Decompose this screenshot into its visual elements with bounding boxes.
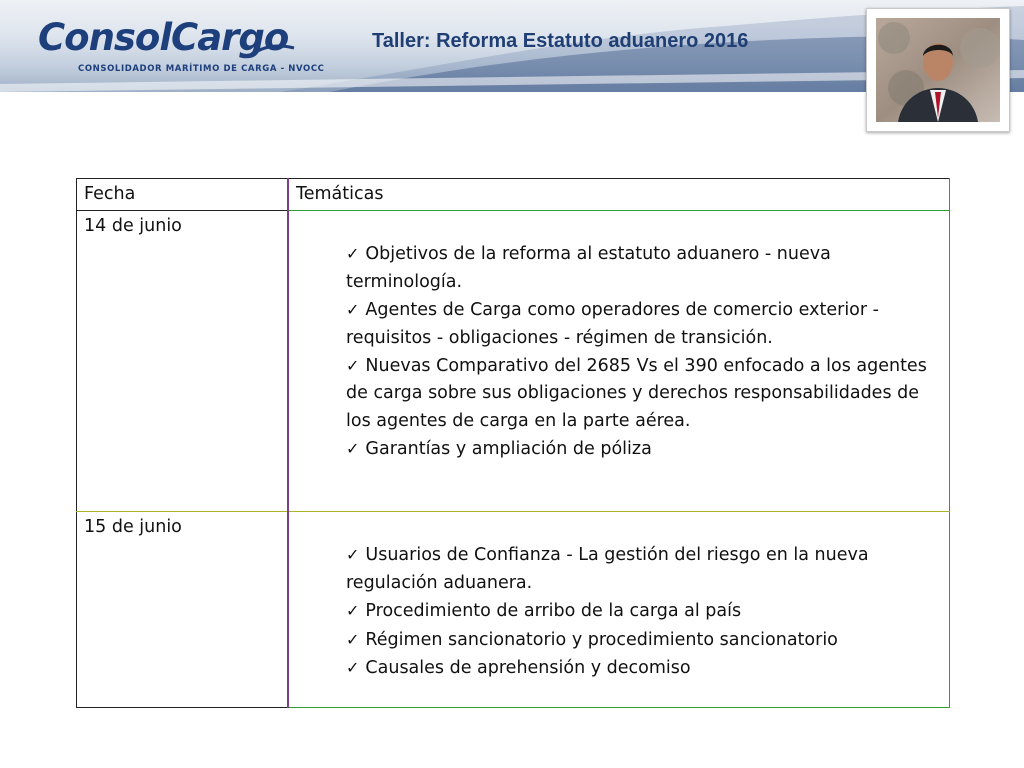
consolcargo-logo xyxy=(38,14,325,74)
table-row xyxy=(77,512,950,708)
list-item xyxy=(346,435,942,463)
list-item xyxy=(346,352,942,435)
check-icon: ✓ xyxy=(346,356,360,376)
slide-title: Taller: Reforma Estatuto aduanero 2016 xyxy=(372,30,749,52)
topic-list xyxy=(296,240,942,463)
topic-text: Procedimiento de arribo de la carga al país xyxy=(365,601,742,622)
topic-text: Agentes de Carga como operadores de comercio exterior - requisitos - obligaciones - régimen de transición. xyxy=(346,300,879,348)
topic-text: Usuarios de Confianza - La gestión del riesgo en la nueva regulación aduanera. xyxy=(346,545,869,593)
check-icon: ✓ xyxy=(346,244,360,264)
presenter-photo xyxy=(866,8,1010,132)
check-icon: ✓ xyxy=(346,601,360,621)
logo-swoosh-icon xyxy=(248,44,296,60)
list-item xyxy=(346,296,942,352)
row-date: 15 de junio xyxy=(77,512,289,708)
list-item xyxy=(346,654,942,682)
topic-text: Garantías y ampliación de póliza xyxy=(365,439,652,460)
logo-tagline: CONSOLIDADOR MARÍTIMO DE CARGA - NVOCC xyxy=(78,64,325,74)
list-item xyxy=(346,240,942,296)
check-icon: ✓ xyxy=(346,439,360,459)
list-item xyxy=(346,626,942,654)
schedule-table xyxy=(76,178,950,708)
topic-text: Nuevas Comparativo del 2685 Vs el 390 enfocado a los agentes de carga sobre sus obligaciones y derechos responsabilidades de los agentes de carga en la parte aérea. xyxy=(346,356,927,431)
check-icon: ✓ xyxy=(346,545,360,565)
row-date: 14 de junio xyxy=(77,211,289,512)
portrait-image xyxy=(876,18,1000,122)
topic-text: Régimen sancionatorio y procedimiento sancionatorio xyxy=(365,629,838,650)
logo-text: ConsolCargo xyxy=(38,16,289,59)
header-topics: Temáticas xyxy=(288,179,950,211)
topic-text: Causales de aprehensión y decomiso xyxy=(365,658,691,679)
row-topics xyxy=(288,211,950,512)
check-icon: ✓ xyxy=(346,629,360,649)
list-item xyxy=(346,597,942,625)
topic-text: Objetivos de la reforma al estatuto aduanero - nueva terminología. xyxy=(346,244,831,292)
check-icon: ✓ xyxy=(346,300,360,320)
table-header-row xyxy=(77,179,950,211)
check-icon: ✓ xyxy=(346,658,360,678)
list-item xyxy=(346,541,942,597)
table-row xyxy=(77,211,950,512)
row-topics xyxy=(288,512,950,708)
topic-list xyxy=(296,541,942,682)
header-date: Fecha xyxy=(77,179,289,211)
